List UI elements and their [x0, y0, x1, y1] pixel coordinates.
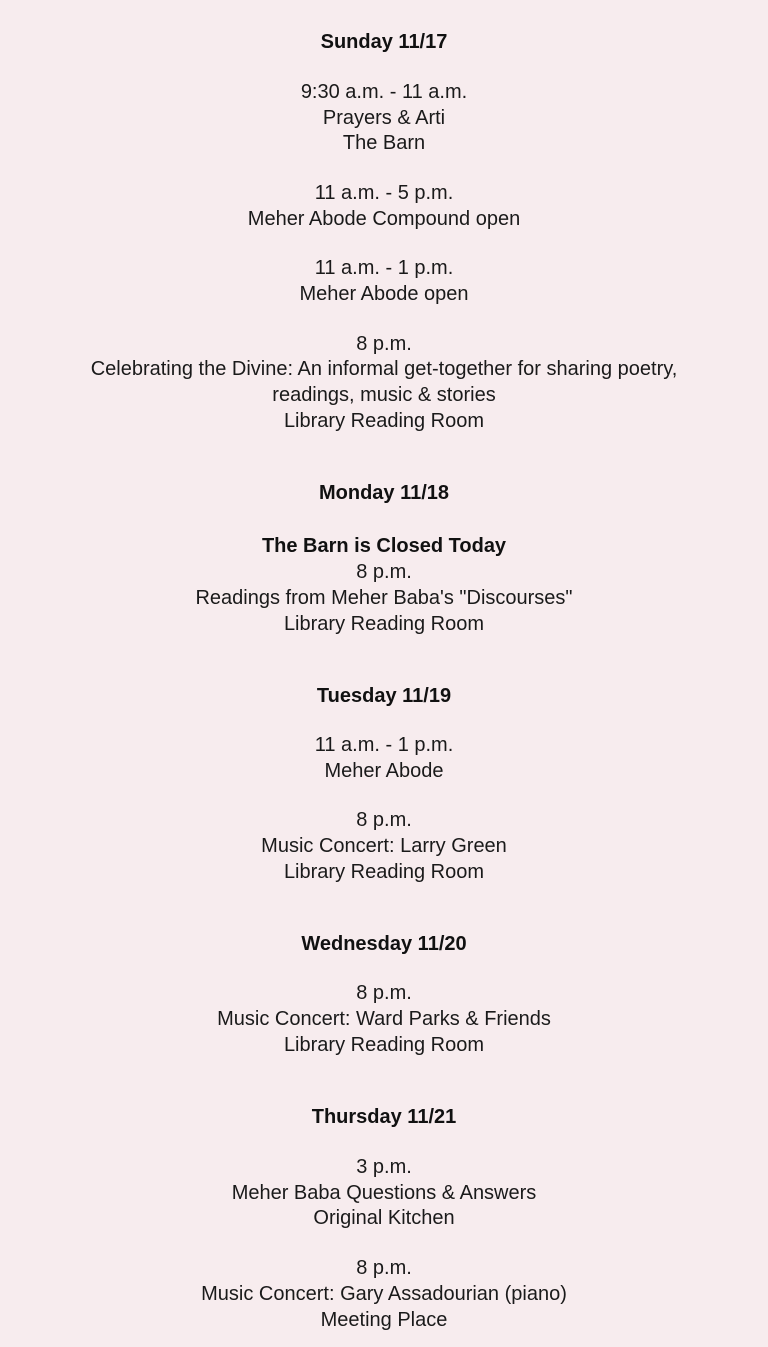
event-title: Meher Abode Compound open	[247, 208, 521, 230]
event-time: 8 p.m.	[356, 561, 412, 583]
day-heading-monday: Monday 11/18	[318, 482, 450, 504]
event-location: Library Reading Room	[283, 861, 485, 883]
event-title: Meher Abode	[324, 760, 444, 782]
event-title: Meher Baba Questions & Answers	[231, 1182, 537, 1204]
event-time: 3 p.m.	[356, 1156, 412, 1178]
event-title: Readings from Meher Baba's "Discourses"	[195, 587, 573, 609]
event-title: Meher Abode open	[299, 283, 469, 305]
event-time: 8 p.m.	[356, 333, 412, 355]
event-time: 9:30 a.m. - 11 a.m.	[300, 81, 468, 103]
event-location: Original Kitchen	[313, 1207, 455, 1229]
event-title: Music Concert: Ward Parks & Friends	[217, 1008, 551, 1030]
event-title-continued: readings, music & stories	[272, 384, 496, 406]
day-heading-tuesday: Tuesday 11/19	[316, 685, 452, 707]
event-time: 8 p.m.	[356, 809, 412, 831]
day-heading-thursday: Thursday 11/21	[311, 1106, 457, 1128]
event-title: Celebrating the Divine: An informal get-together for sharing poetry,	[90, 358, 678, 380]
event-time: 11 a.m. - 1 p.m.	[314, 734, 454, 756]
event-title: Music Concert: Larry Green	[261, 835, 507, 857]
event-time: 8 p.m.	[356, 982, 412, 1004]
event-time: 11 a.m. - 5 p.m.	[314, 182, 454, 204]
event-location: Library Reading Room	[283, 410, 485, 432]
event-time: 8 p.m.	[356, 1257, 412, 1279]
event-title: Music Concert: Gary Assadourian (piano)	[201, 1283, 567, 1305]
event-location: Library Reading Room	[283, 1034, 485, 1056]
day-heading-wednesday: Wednesday 11/20	[301, 933, 467, 955]
event-time: 11 a.m. - 1 p.m.	[314, 257, 454, 279]
event-location: Meeting Place	[320, 1309, 448, 1331]
event-location: Library Reading Room	[283, 613, 485, 635]
day-heading-sunday: Sunday 11/17	[320, 31, 448, 53]
event-location: The Barn	[342, 132, 426, 154]
closure-notice: The Barn is Closed Today	[261, 535, 507, 557]
event-title: Prayers & Arti	[322, 107, 446, 129]
